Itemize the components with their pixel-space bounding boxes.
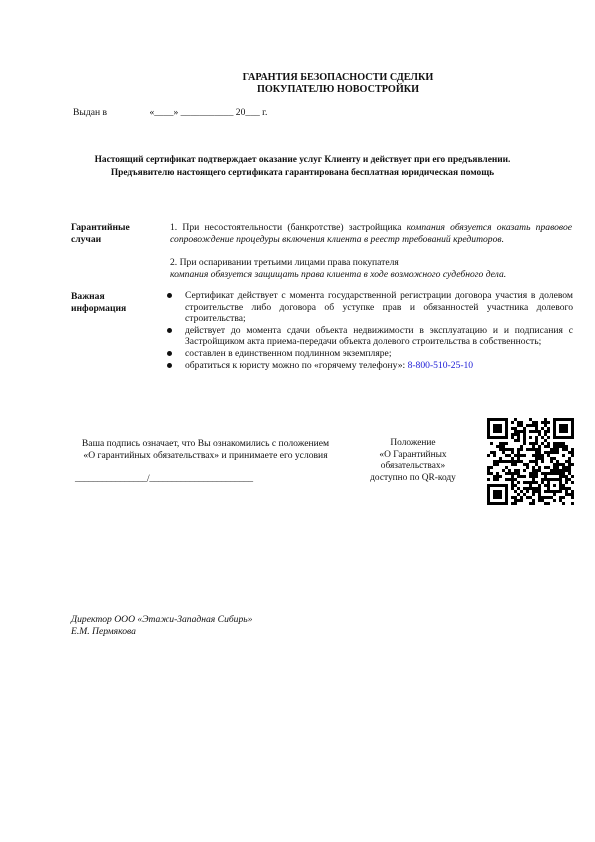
issued-row [73, 107, 267, 118]
director-name: Е.М. Пермякова [71, 626, 136, 637]
intro-line1: Настоящий сертификат подтверждает оказание услуг Клиенту и действует при его предъявлении. [94, 155, 511, 165]
guarantee-item-2-line1: 2. При оспаривании третьими лицами права покупателя [170, 257, 399, 268]
info-bullet-item: действует до момента сдачи объекта недвижимости в эксплуатацию и и подписания с Застройщиком акта приема-передачи объекта долевого строительства в собственность; [166, 325, 573, 348]
signature-note-line2: «О гарантийных обязательствах» и принимаете его условия [83, 450, 328, 461]
bullet-icon [167, 363, 172, 368]
info-bullet-list [166, 290, 573, 371]
qr-note [360, 438, 466, 484]
guarantee-item-2 [170, 257, 572, 280]
issued-label: Выдан в [73, 107, 108, 118]
info-bullet-item-hotline: обратиться к юристу можно по «горячему телефону»: 8-800-510-25-10 [166, 360, 573, 372]
guarantee-item-2-emphasis: компания обязуется защищать права клиента в ходе возможного судебного дела. [170, 268, 507, 280]
info-bullet-item: Сертификат действует с момента государственной регистрации договора участия в долевом строительстве либо договора об уступке прав и обязанностей участника долевого строительства; [166, 290, 573, 325]
qr-note-line4: доступно по QR-коду [370, 472, 456, 483]
qr-note-line1: Положение [390, 438, 436, 448]
info-label-line1: Важная [71, 291, 105, 302]
guarantee-label [71, 222, 161, 245]
certificate-title-line2: ПОКУПАТЕЛЮ НОВОСТРОЙКИ [256, 84, 420, 95]
issued-date-blank: «____» ___________ 20___ г. [149, 107, 268, 118]
info-label-line2: информация [71, 302, 127, 314]
director-title: Директор ООО «Этажи-Западная Сибирь» [71, 614, 253, 625]
signature-line: ________________/_______________________ [75, 473, 253, 484]
qr-code-icon[interactable] [487, 418, 574, 505]
bullet-icon [167, 351, 172, 356]
info-label [71, 291, 161, 314]
signature-note-line1: Ваша подпись означает, что Вы ознакомились с положением [81, 438, 330, 449]
guarantee-item-1 [170, 222, 572, 245]
intro-line2: Предъявителю настоящего сертификата гарантирована бесплатная юридическая помощь [110, 168, 495, 178]
guarantee-label-line1: Гарантийные [71, 222, 130, 233]
qr-note-line2: «О Гарантийных [379, 449, 447, 460]
guarantee-item-1-emphasis: компания обязуется оказать правовое сопровождение процедуры включения клиента в реестр требований кредиторов. [170, 222, 573, 245]
guarantee-item-1-prefix: 1. При несостоятельности (банкротстве) застройщика [170, 222, 407, 233]
bullet-icon [167, 328, 172, 333]
hotline-phone-link[interactable]: 8-800-510-25-10 [407, 359, 474, 371]
info-bullet-item: составлен в единственном подлинном экземпляре; [166, 348, 573, 360]
guarantee-label-line2: случаи [71, 233, 102, 245]
certificate-title-line1: ГАРАНТИЯ БЕЗОПАСНОСТИ СДЕЛКИ [242, 72, 434, 83]
bullet-icon [167, 293, 172, 298]
qr-note-line3: обязательствах» [380, 461, 446, 471]
